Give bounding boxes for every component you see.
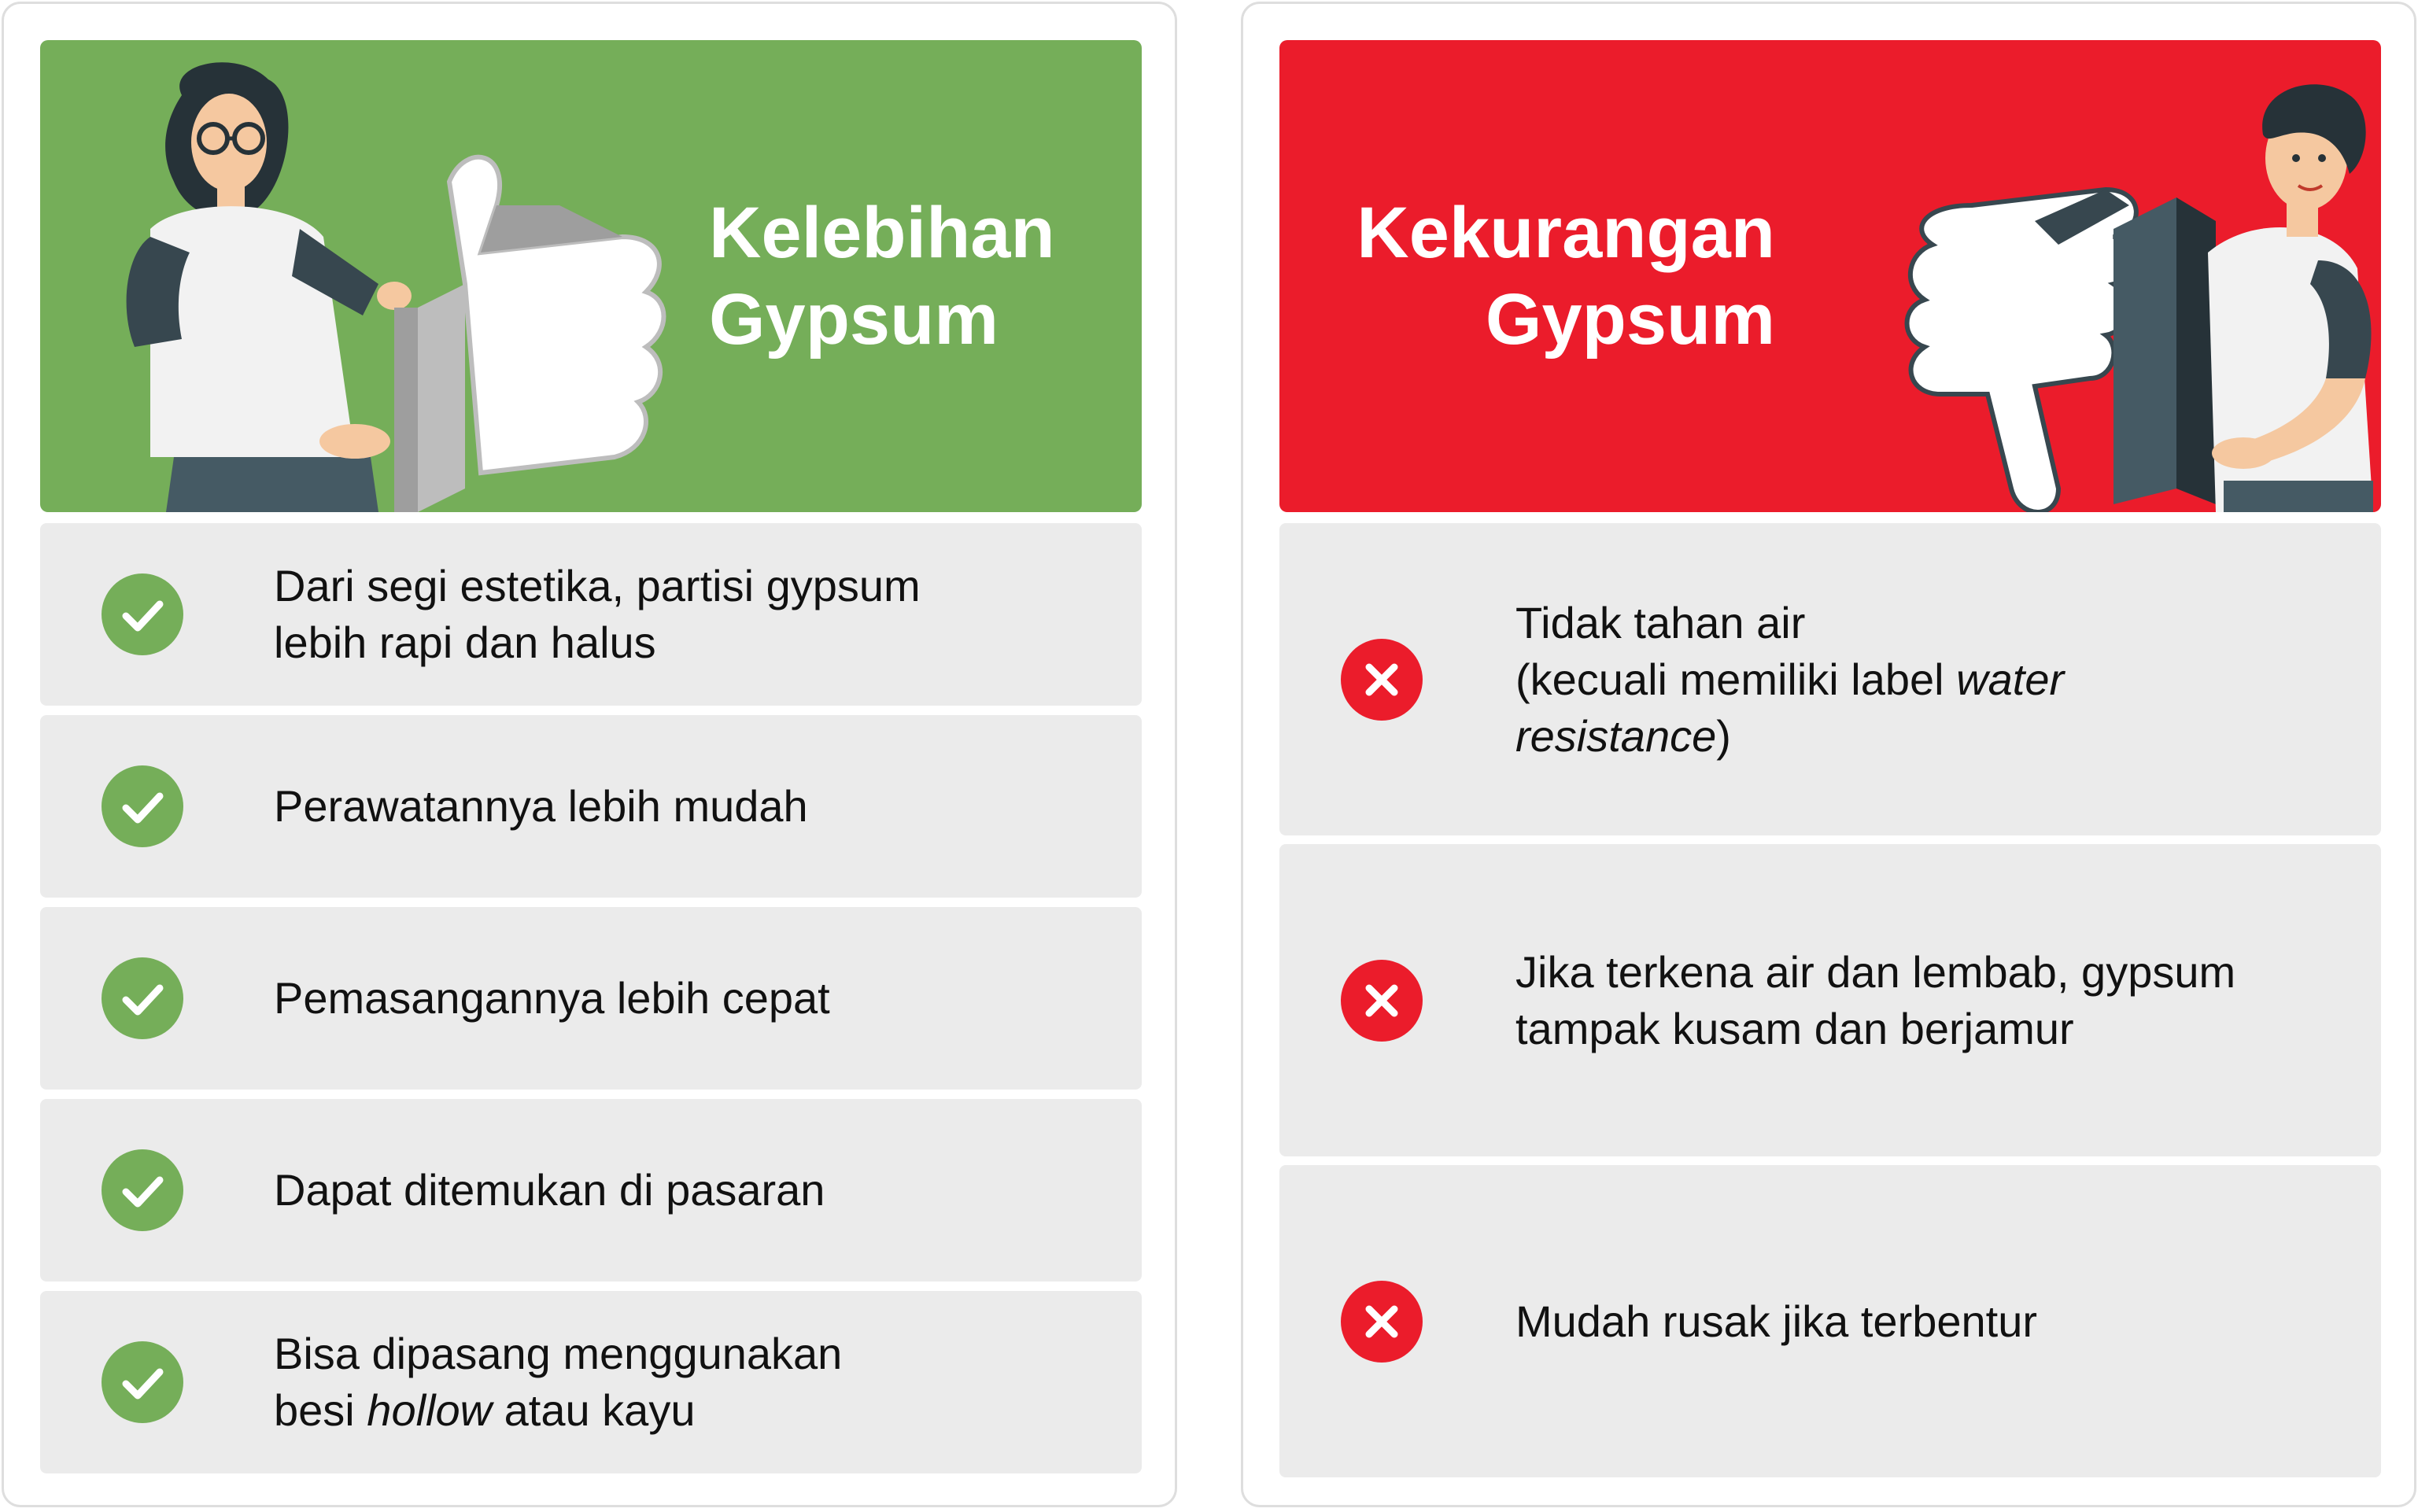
pros-item-text: Dapat ditemukan di pasaran (274, 1165, 825, 1215)
cons-list-item (1279, 844, 2381, 1156)
cons-item-text: Tidak tahan air (kecuali memiliki label water resistance) (1515, 597, 2065, 761)
pros-title (709, 190, 1055, 363)
pros-title-line1: Kelebihan (709, 193, 1055, 273)
cons-card (1241, 2, 2416, 1507)
check-circle-icon (102, 957, 183, 1039)
check-circle-icon (102, 1149, 183, 1231)
cons-title-line2: Gypsum (1485, 279, 1775, 360)
man-thumbs-down-illustration (1846, 48, 2381, 512)
pros-item-text: Pemasangannya lebih cepat (274, 973, 830, 1023)
pros-card (2, 2, 1177, 1507)
pros-list-item (40, 715, 1142, 898)
pros-item-text: Dari segi estetika, partisi gypsum lebih rapi dan halus (274, 561, 921, 667)
check-circle-icon (102, 765, 183, 847)
cons-item-text: Mudah rusak jika terbentur (1515, 1296, 2038, 1346)
x-circle-icon (1341, 960, 1423, 1042)
cons-banner (1279, 40, 2381, 512)
check-circle-icon (102, 1341, 183, 1423)
pros-title-line2: Gypsum (709, 279, 999, 360)
pros-list-item (40, 907, 1142, 1090)
x-circle-icon (1341, 639, 1423, 721)
pros-list-item (40, 523, 1142, 706)
x-circle-icon (1341, 1281, 1423, 1363)
woman-thumbs-up-illustration (119, 48, 685, 512)
cons-list-item (1279, 1165, 2381, 1477)
cons-title (1357, 190, 1775, 363)
pros-item-text: Perawatannya lebih mudah (274, 781, 808, 831)
check-circle-icon (102, 573, 183, 655)
cons-item-text: Jika terkena air dan lembab, gypsum tampak kusam dan berjamur (1515, 946, 2236, 1053)
cons-title-line1: Kekurangan (1357, 193, 1775, 273)
pros-item-text: Bisa dipasang menggunakan besi hollow atau kayu (274, 1329, 843, 1435)
pros-list-item (40, 1099, 1142, 1282)
pros-list-item (40, 1291, 1142, 1473)
cons-list-item (1279, 523, 2381, 835)
pros-banner (40, 40, 1142, 512)
